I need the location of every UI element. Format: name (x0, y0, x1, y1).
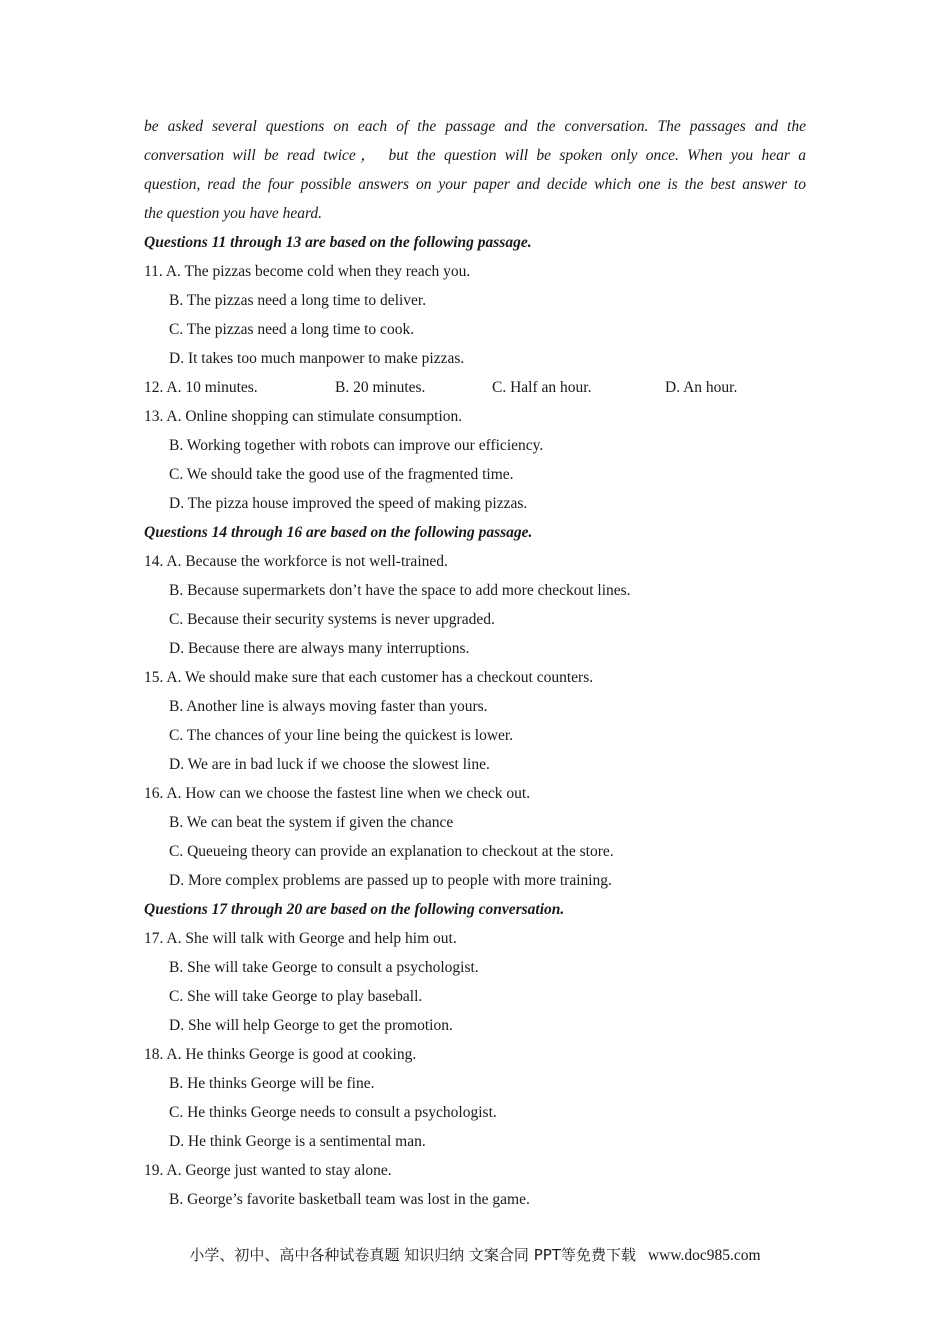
q15-option-c: C. The chances of your line being the quickest is lower. (169, 727, 514, 744)
page-footer (0, 1243, 950, 1268)
q12-option-d: D. An hour. (665, 379, 738, 396)
q17-option-b: B. She will take George to consult a psychologist. (169, 959, 479, 976)
intro-line-2: conversation will be read twice， but the question will be spoken only once. When you hear a (144, 147, 806, 164)
q19-option-b: B. George’s favorite basketball team was lost in the game. (169, 1191, 530, 1208)
q18-option-a: 18. A. He thinks George is good at cooking. (144, 1046, 417, 1063)
q18-option-c: C. He thinks George needs to consult a psychologist. (169, 1104, 497, 1121)
q11-option-d: D. It takes too much manpower to make pizzas. (169, 350, 465, 367)
footer-url[interactable]: www.doc985.com (647, 1247, 761, 1264)
q15-option-a: 15. A. We should make sure that each customer has a checkout counters. (144, 669, 594, 686)
intro-line-1: be asked several questions on each of the passage and the conversation. The passages and the (144, 118, 806, 135)
page-content (144, 112, 806, 1214)
q11-option-a: 11. A. The pizzas become cold when they reach you. (144, 263, 471, 280)
section-heading-14-16: Questions 14 through 16 are based on the following passage. (144, 524, 533, 541)
q16-option-d: D. More complex problems are passed up to people with more training. (169, 872, 612, 889)
q13-option-a: 13. A. Online shopping can stimulate consumption. (144, 408, 463, 425)
q14-option-a: 14. A. Because the workforce is not well-trained. (144, 553, 448, 570)
q16-option-b: B. We can beat the system if given the chance (169, 814, 454, 831)
section-heading-17-20: Questions 17 through 20 are based on the following conversation. (144, 901, 565, 918)
q18-option-b: B. He thinks George will be fine. (169, 1075, 375, 1092)
q14-option-d: D. Because there are always many interruptions. (169, 640, 470, 657)
q13-option-b: B. Working together with robots can improve our efficiency. (169, 437, 544, 454)
q12-option-c: C. Half an hour. (492, 379, 592, 396)
q12-option-a: 12. A. 10 minutes. (144, 379, 258, 396)
intro-line-3: question, read the four possible answers on your paper and decide which one is the best answer to (144, 176, 806, 193)
q19-option-a: 19. A. George just wanted to stay alone. (144, 1162, 392, 1179)
q15-option-b: B. Another line is always moving faster than yours. (169, 698, 488, 715)
q12-options-row (144, 373, 806, 402)
q17-option-d: D. She will help George to get the promotion. (169, 1017, 453, 1034)
section-heading-11-13: Questions 11 through 13 are based on the following passage. (144, 234, 532, 251)
q15-option-d: D. We are in bad luck if we choose the slowest line. (169, 756, 490, 773)
q16-option-c: C. Queueing theory can provide an explanation to checkout at the store. (169, 843, 614, 860)
q13-option-c: C. We should take the good use of the fragmented time. (169, 466, 514, 483)
q11-option-b: B. The pizzas need a long time to deliver. (169, 292, 427, 309)
q11-option-c: C. The pizzas need a long time to cook. (169, 321, 415, 338)
q13-option-d: D. The pizza house improved the speed of making pizzas. (169, 495, 528, 512)
q18-option-d: D. He think George is a sentimental man. (169, 1133, 426, 1150)
q12-option-b: B. 20 minutes. (335, 379, 426, 396)
q14-option-c: C. Because their security systems is never upgraded. (169, 611, 495, 628)
footer-text: 小学、初中、高中各种试卷真题 知识归纳 文案合同 PPT等免费下载 (189, 1246, 636, 1264)
q16-option-a: 16. A. How can we choose the fastest line when we check out. (144, 785, 531, 802)
q17-option-c: C. She will take George to play baseball. (169, 988, 423, 1005)
q14-option-b: B. Because supermarkets don’t have the space to add more checkout lines. (169, 582, 631, 599)
intro-line-4: the question you have heard. (144, 205, 323, 222)
q17-option-a: 17. A. She will talk with George and help him out. (144, 930, 457, 947)
